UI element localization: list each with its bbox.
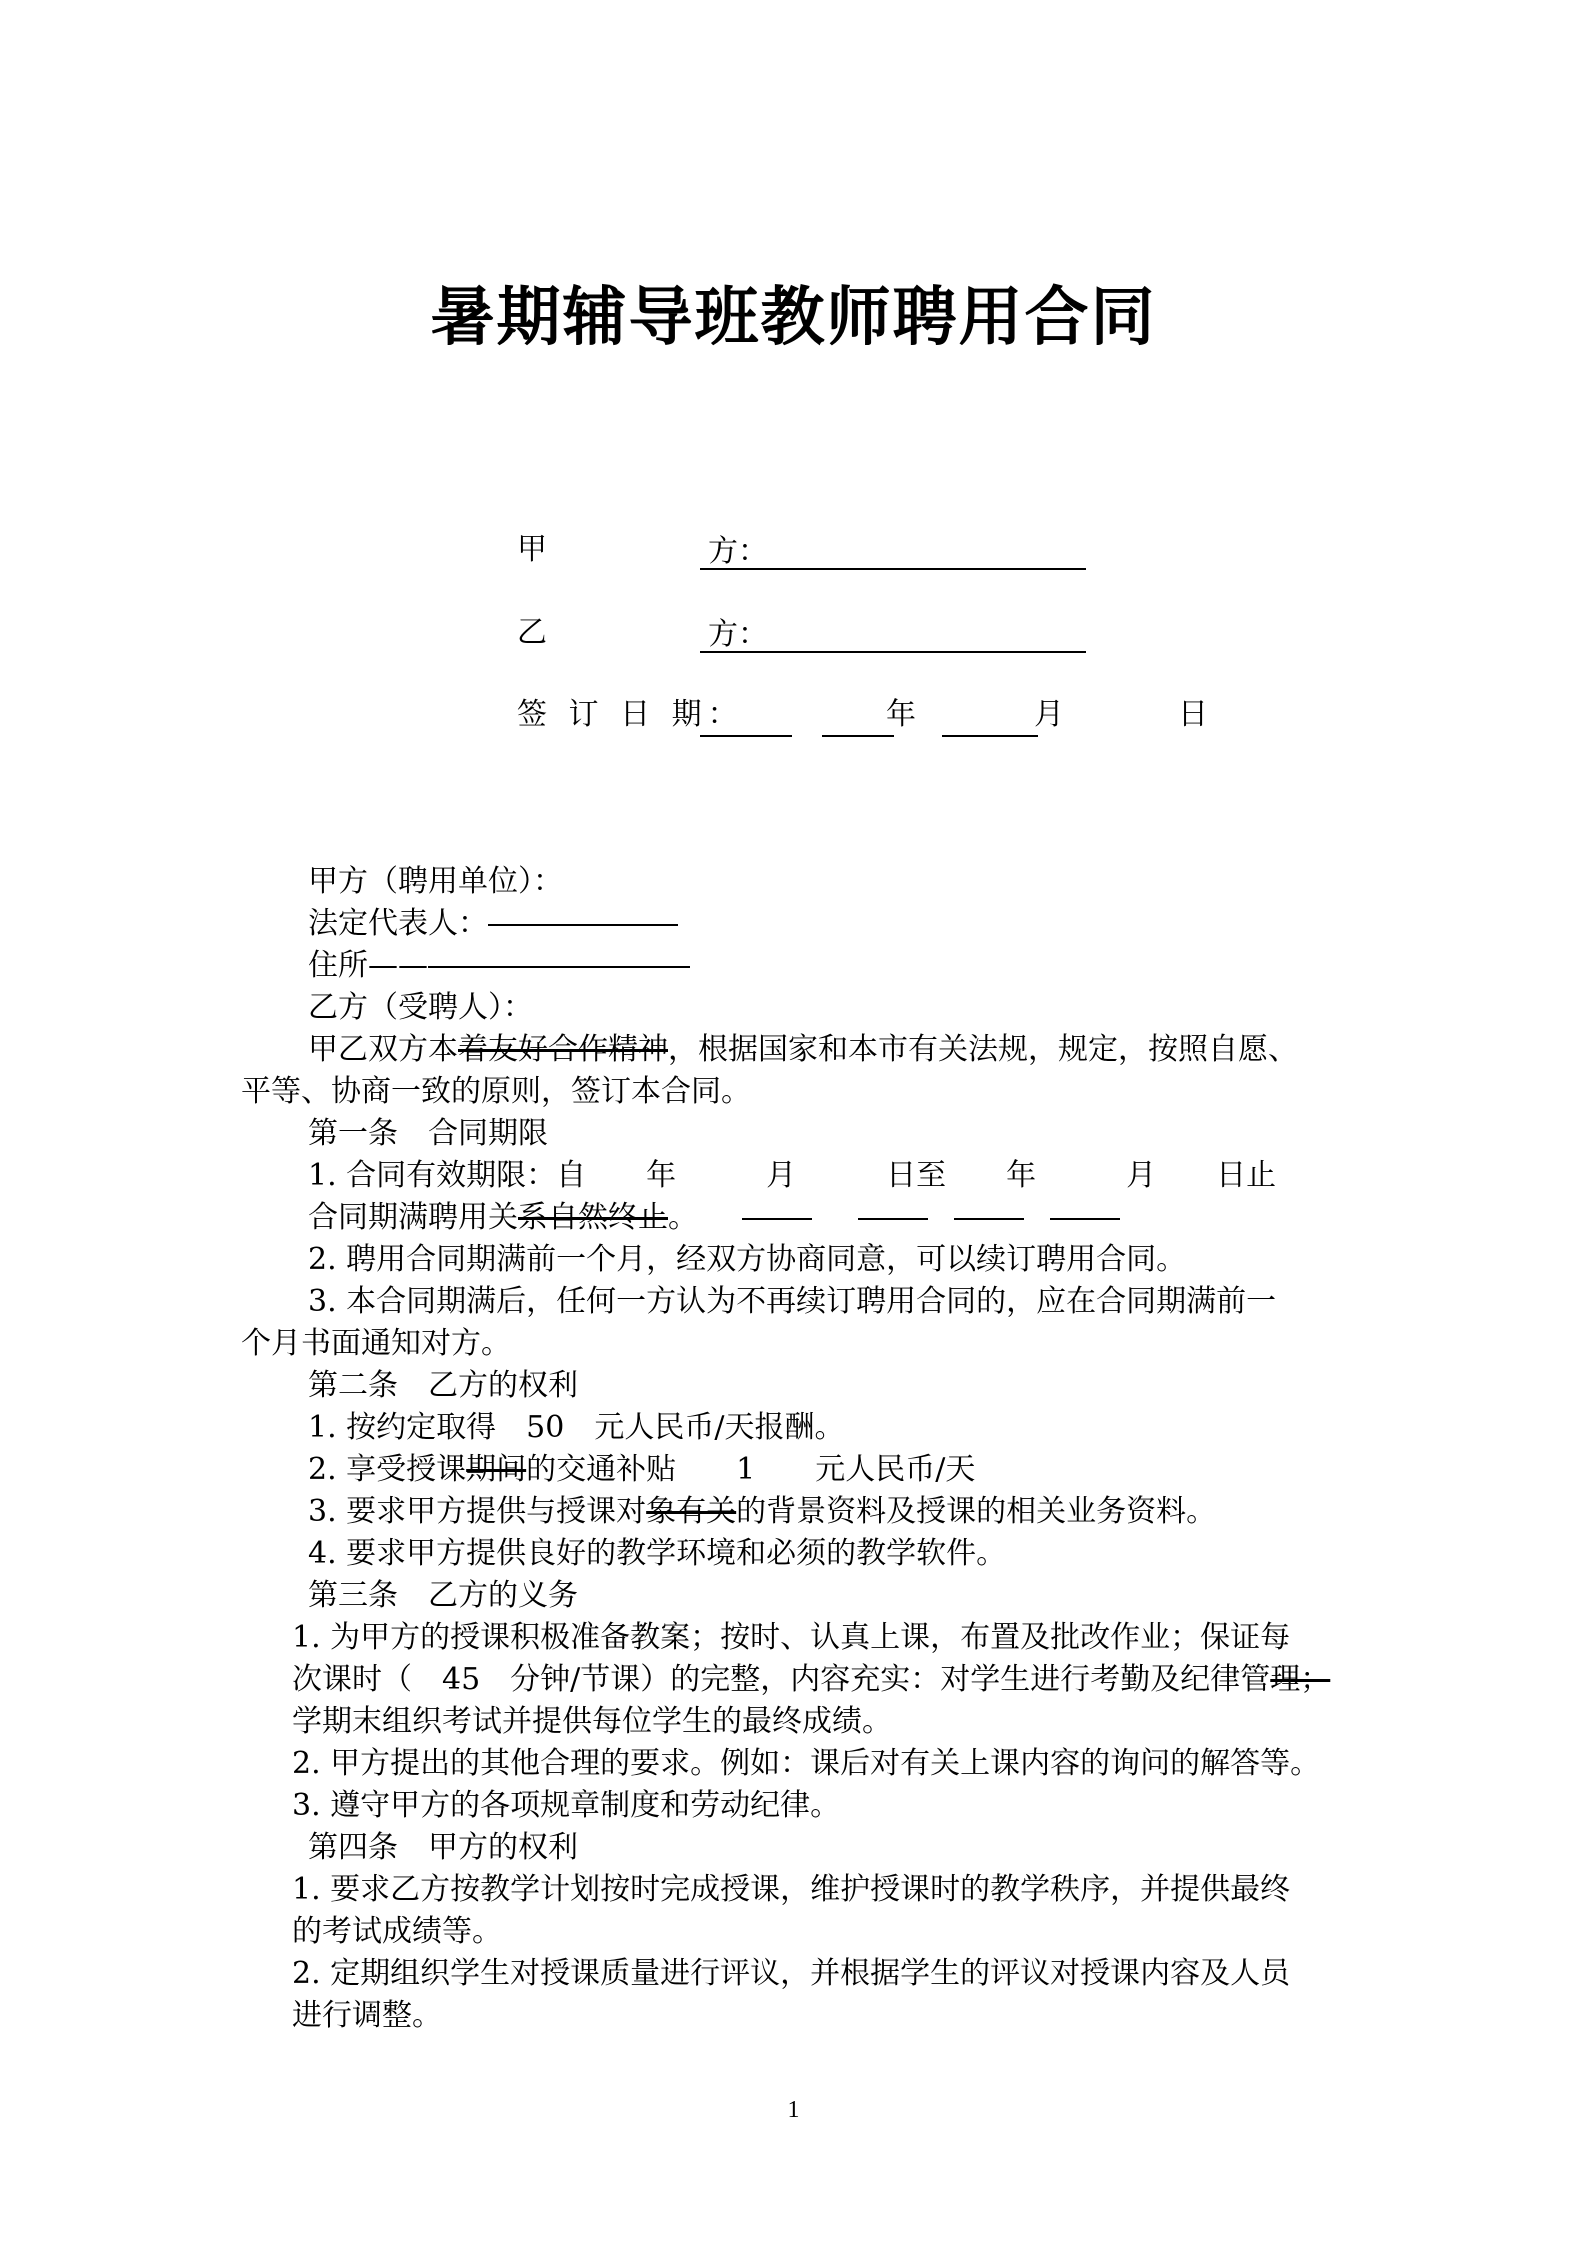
article-3-item-3: 3. 遵守甲方的各项规章制度和劳动纪律。 (292, 1788, 841, 1823)
article-1-item-1: 1. 合同有效期限：自 年 月 日至 年 月 日止 (308, 1158, 1277, 1193)
party-b-heading: 乙方（受聘人）： (308, 990, 533, 1025)
party-a-heading: 甲方（聘用单位）： (308, 864, 563, 899)
sign-year-unit: 年 (886, 697, 916, 732)
article-2-item-4: 4. 要求甲方提供良好的教学环境和必须的教学软件。 (308, 1536, 1007, 1571)
materials-struck-text: 象有关 (646, 1494, 737, 1529)
article-4-item-2: 2. 定期组织学生对授课质量进行评议，并根据学生的评议对授课内容及人员 (292, 1956, 1291, 1991)
term-end-struck-text: 系自然终止 (518, 1200, 668, 1235)
date-dash-4 (1050, 1218, 1120, 1220)
article-1-item-3: 3. 本合同期满后，任何一方认为不再续订聘用合同的，应在合同期满前一 (308, 1284, 1277, 1319)
article-4-item-1-cont: 的考试成绩等。 (292, 1914, 502, 1949)
allowance-struck-text: 期间 (466, 1452, 527, 1487)
document-title: 暑期辅导班教师聘用合同 (430, 281, 1157, 355)
preamble-struck-text: 着友好合作精神 (458, 1032, 668, 1067)
article-1-item-3-cont: 个月书面通知对方。 (241, 1326, 511, 1361)
sign-month-blank[interactable] (942, 735, 1038, 737)
article-4-item-2-cont: 进行调整。 (292, 1998, 442, 2033)
date-dash-2 (858, 1218, 928, 1220)
date-dash-3 (954, 1218, 1024, 1220)
materials-text-b: 的背景资料及授课的相关业务资料。 (736, 1494, 1217, 1529)
legal-rep-label: 法定代表人： (308, 906, 488, 941)
sign-day-unit: 日 (1178, 697, 1208, 732)
article-3-item-1: 1. 为甲方的授课积极准备教案；按时、认真上课，布置及批改作业；保证每 (292, 1620, 1291, 1655)
party-b-label: 乙 (517, 615, 547, 650)
article-1-item-1-cont (308, 1198, 1120, 1238)
address-label: 住所—— (308, 948, 428, 983)
article-2-item-2 (308, 1450, 975, 1490)
article-3-item-1-cont (292, 1660, 1330, 1700)
article-2-heading: 第二条 乙方的权利 (308, 1368, 578, 1403)
sign-year-blank[interactable] (822, 735, 894, 737)
article-3-item-2: 2. 甲方提出的其他合理的要求。例如：课后对有关上课内容的询问的解答等。 (292, 1746, 1321, 1781)
preamble-line-1 (308, 1030, 1298, 1070)
party-a-label: 甲 (517, 532, 547, 567)
sign-month-unit: 月 (1034, 697, 1064, 732)
legal-rep-line (308, 904, 678, 944)
sign-date-label: 签 订 日 期： (517, 697, 744, 732)
lesson-time-text: 次课时（ 45 分钟/节课）的完整，内容充实：对学生进行考勤及纪律管 (292, 1662, 1271, 1697)
article-1-heading: 第一条 合同期限 (308, 1116, 548, 1151)
sign-date-blank-lead[interactable] (700, 735, 792, 737)
allowance-text-a: 2. 享受授课 (308, 1452, 467, 1487)
article-2-item-3 (308, 1492, 1216, 1532)
article-3-heading: 第三条 乙方的义务 (308, 1578, 578, 1613)
lesson-time-struck-text: 理； (1270, 1662, 1331, 1697)
article-2-item-1: 1. 按约定取得 50 元人民币/天报酬。 (308, 1410, 845, 1445)
address-blank[interactable] (428, 966, 690, 968)
address-line (308, 946, 690, 986)
party-b-suffix: 方： (708, 617, 768, 652)
article-4-item-1: 1. 要求乙方按教学计划按时完成授课，维护授课时的教学秩序，并提供最终 (292, 1872, 1291, 1907)
allowance-text-b: 的交通补贴 1 元人民币/天 (526, 1452, 976, 1487)
term-end-text-a: 合同期满聘用关 (308, 1200, 518, 1235)
party-a-blank[interactable] (700, 568, 1086, 570)
party-a-suffix: 方： (708, 534, 768, 569)
article-1-item-2: 2. 聘用合同期满前一个月，经双方协商同意，可以续订聘用合同。 (308, 1242, 1187, 1277)
term-end-text-b: 。 (668, 1200, 698, 1235)
page-number: 1 (787, 2097, 800, 2123)
article-4-heading: 第四条 甲方的权利 (308, 1830, 578, 1865)
preamble-line-2: 平等、协商一致的原则，签订本合同。 (241, 1074, 751, 1109)
party-b-blank[interactable] (700, 651, 1086, 653)
preamble-text-b: ，根据国家和本市有关法规，规定，按照自愿、 (668, 1032, 1298, 1067)
materials-text-a: 3. 要求甲方提供与授课对 (308, 1494, 647, 1529)
article-3-item-1-end: 学期末组织考试并提供每位学生的最终成绩。 (292, 1704, 892, 1739)
legal-rep-blank[interactable] (488, 924, 678, 926)
date-dash-1 (742, 1218, 812, 1220)
preamble-text-a: 甲乙双方本 (308, 1032, 458, 1067)
